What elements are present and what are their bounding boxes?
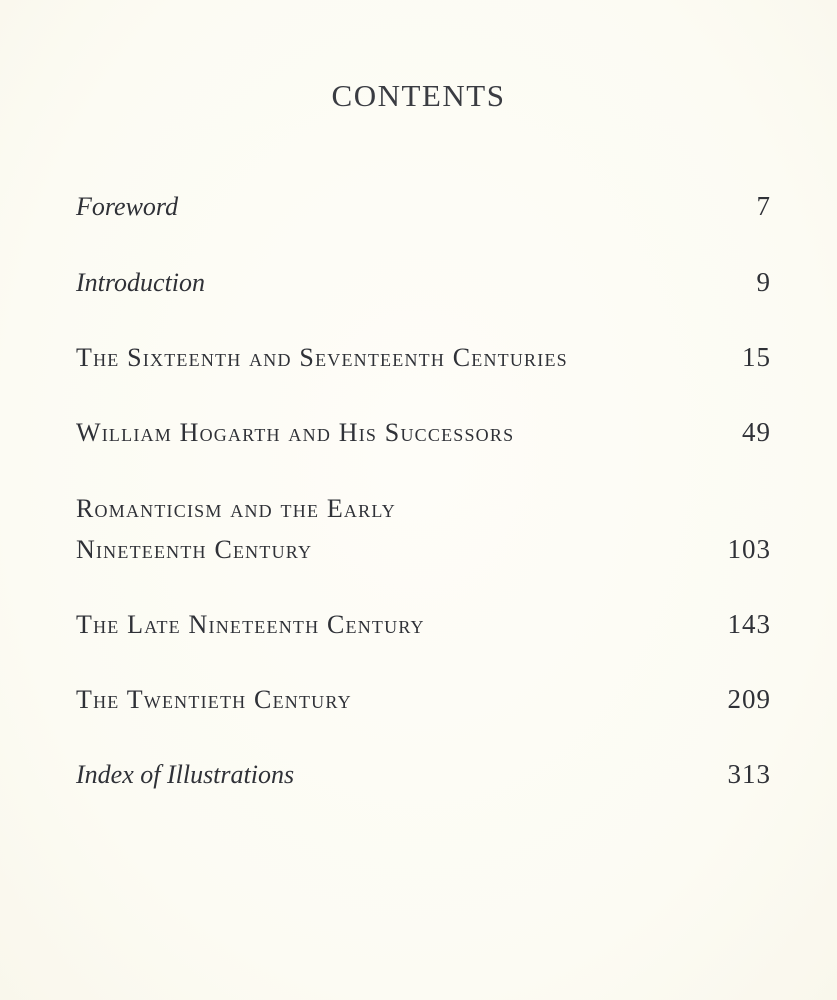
toc-entry-twentieth xyxy=(76,679,771,720)
toc-entry-introduction xyxy=(76,262,771,303)
toc-entry-title: Romanticism and the Early Nineteenth Century xyxy=(76,494,396,564)
toc-entry-hogarth xyxy=(76,412,771,453)
toc-entry-page: 49 xyxy=(742,417,771,447)
page-title: CONTENTS xyxy=(331,78,506,113)
toc-entry-title: The Late Nineteenth Century xyxy=(76,610,425,639)
toc-entry-page: 9 xyxy=(756,267,771,297)
toc-entry-page: 209 xyxy=(727,684,771,714)
toc-entry-title: William Hogarth and His Successors xyxy=(76,418,515,447)
toc-entry-foreword xyxy=(76,186,771,227)
toc-entry-title: Foreword xyxy=(76,192,179,221)
toc-entry-page: 7 xyxy=(756,191,771,221)
toc-entry-page: 143 xyxy=(727,609,771,639)
toc-entry-sixteenth-seventeenth xyxy=(76,337,771,378)
toc-entry-title: The Twentieth Century xyxy=(76,685,352,714)
toc-entry-title: Introduction xyxy=(76,268,206,297)
toc-entry-late-nineteenth xyxy=(76,604,771,645)
toc-entry-page: 15 xyxy=(742,342,771,372)
toc-entry-page: 313 xyxy=(727,759,771,789)
toc-entry-title: Index of Illustrations xyxy=(76,760,295,789)
toc-entry-index xyxy=(76,754,771,795)
toc-entry-title: The Sixteenth and Seventeenth Centuries xyxy=(76,343,568,372)
toc-entry-page: 103 xyxy=(727,534,771,564)
toc-entry-romanticism xyxy=(76,488,771,570)
